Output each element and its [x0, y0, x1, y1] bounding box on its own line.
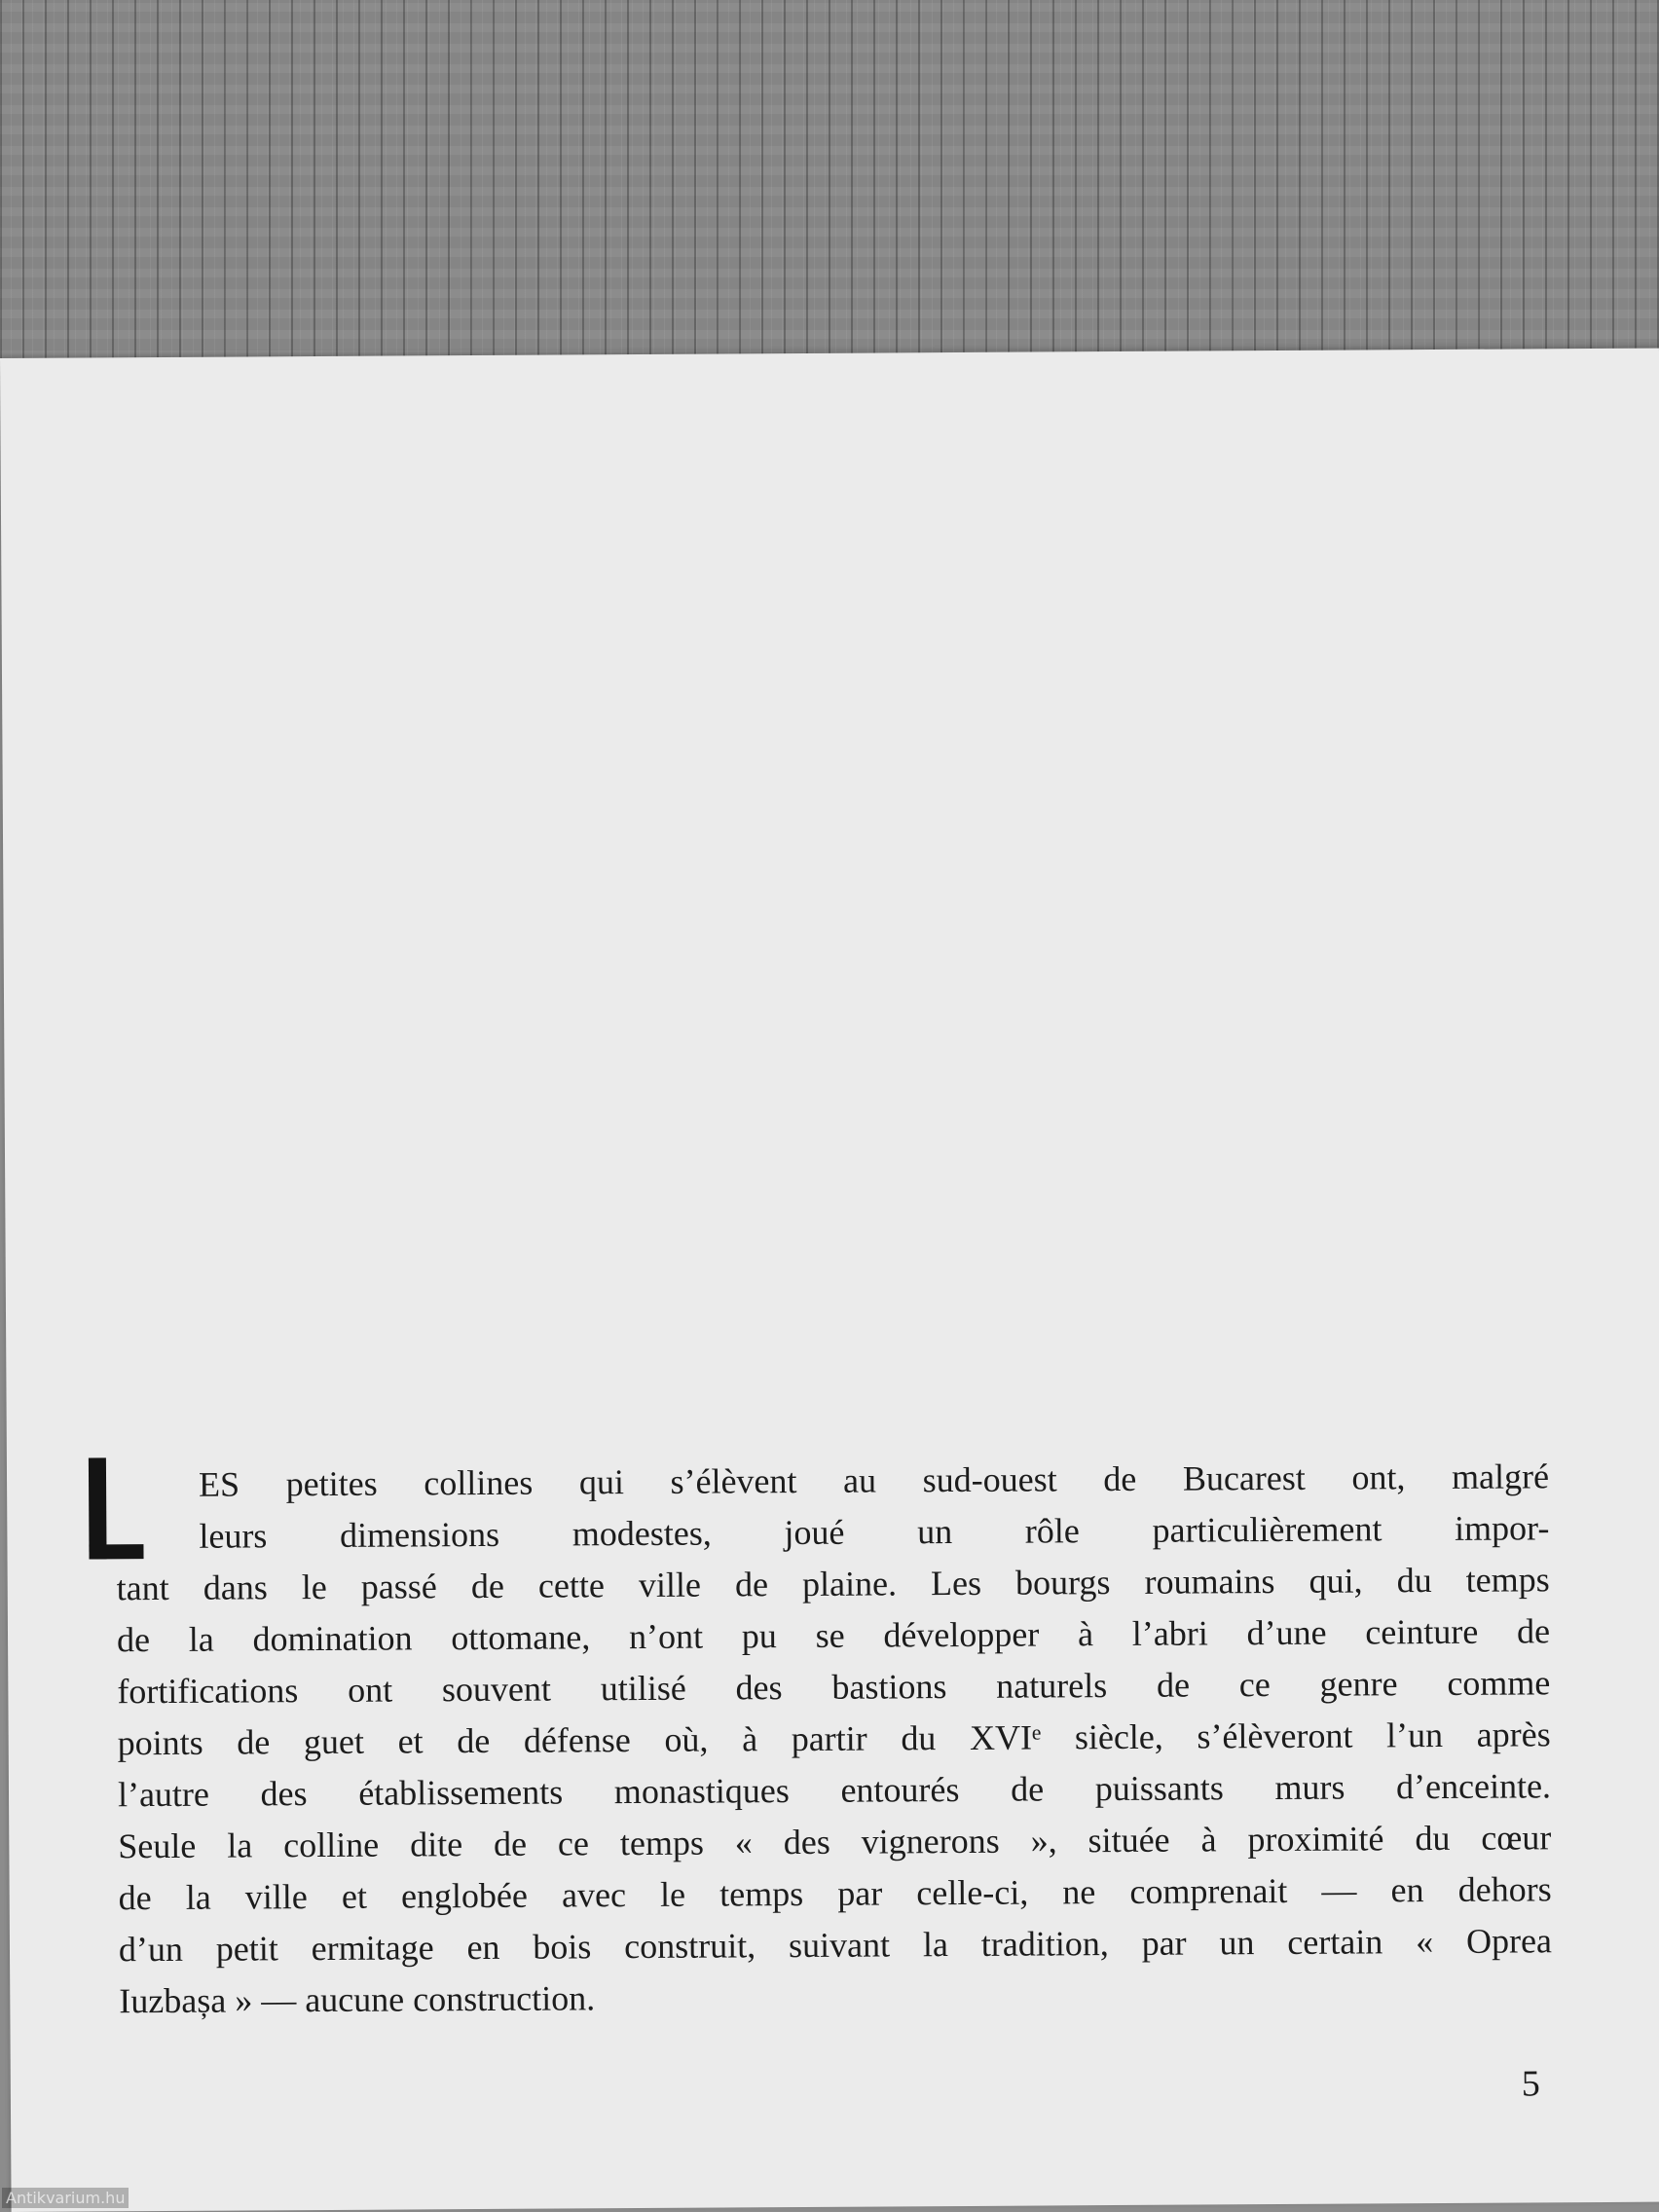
text-line: Iuzbașa » — aucune construction.: [119, 1978, 596, 2021]
text-line: de la ville et englobée avec le temps par celle-ci, ne comprenait — en dehors: [118, 1869, 1552, 1918]
text-line: fortifications ont souvent utilisé des bastions naturels de ce genre comme: [117, 1663, 1551, 1712]
watermark: Antikvarium.hu: [2, 2188, 129, 2208]
page-number: 5: [1521, 2063, 1540, 2105]
text-line: l’autre des établissements monastiques entourés de puissants murs d’enceinte.: [117, 1766, 1552, 1815]
text-line: d’un petit ermitage en bois construit, suivant la tradition, par un certain « Oprea: [118, 1921, 1553, 1970]
text-line: ES petites collines qui s’élèvent au sud-ouest de Bucarest ont, malgré: [198, 1456, 1550, 1504]
text-line: leurs dimensions modestes, joué un rôle particulièrement impor-: [199, 1508, 1550, 1556]
book-page: [0, 349, 1659, 2212]
text-line: de la domination ottomane, n’ont pu se développer à l’abri d’une ceinture de: [116, 1611, 1551, 1660]
text-line: Seule la colline dite de ce temps « des vignerons », située à proximité du cœur: [118, 1818, 1552, 1866]
table-background: [0, 0, 1659, 380]
text-line: tant dans le passé de cette ville de plaine. Les bourgs roumains qui, du temps: [116, 1560, 1550, 1608]
text-line: points de guet et de défense où, à partir du XVIᵉ siècle, s’élèveront l’un après: [117, 1714, 1551, 1763]
body-paragraph: [116, 1451, 1553, 2027]
